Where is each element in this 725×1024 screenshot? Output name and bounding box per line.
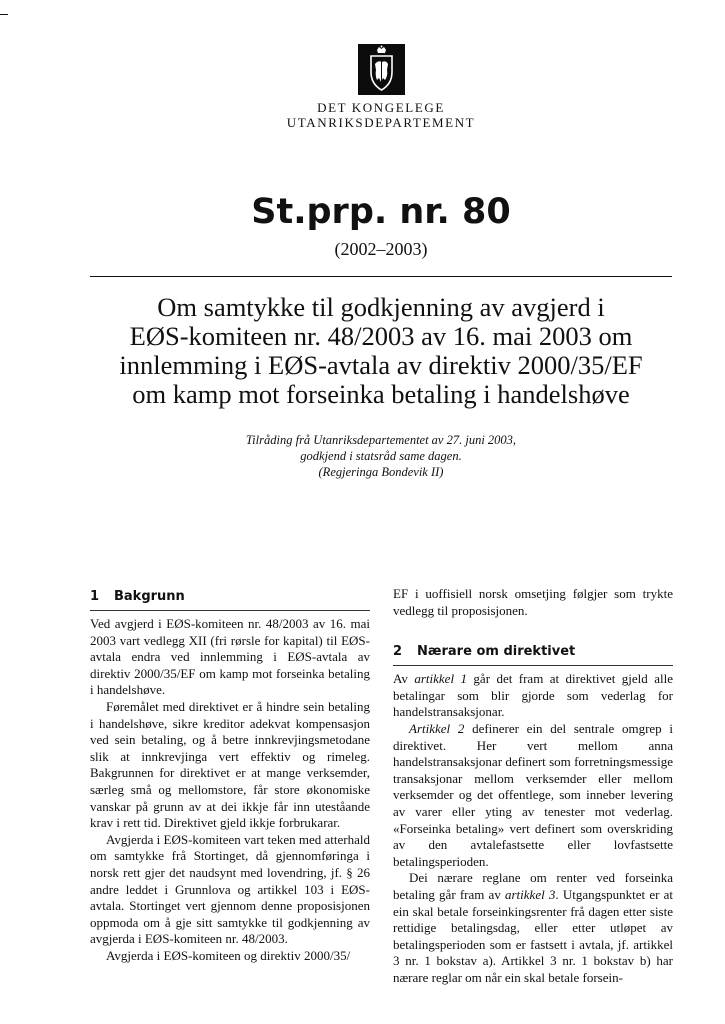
corner-crop-mark [0, 14, 8, 15]
article-reference: artikkel 3 [505, 886, 556, 902]
paragraph: Ved avgjerd i EØS-komiteen nr. 48/2003 av 16. mai 2003 vart vedlegg XII (fri rørsle for kapital) til EØS-avtala endra ved innlemming i EØS-avtala av direktiv 2000/35/EF om kamp mot forseinka betaling i handelshøve. [90, 616, 370, 698]
left-column [90, 588, 370, 964]
approval-note [90, 432, 672, 480]
approval-line: (Regjeringa Bondevik II) [318, 465, 444, 479]
section-1-heading [90, 588, 370, 611]
subject-line: om kamp mot forseinka betaling i handelshøve [132, 379, 630, 409]
paragraph: Avgjerda i EØS-komiteen og direktiv 2000/35/ [106, 947, 351, 963]
section-number: 1 [90, 589, 100, 604]
approval-line: godkjend i statsråd same dagen. [300, 449, 462, 463]
subject-line: innlemming i EØS-avtala av direktiv 2000/35/EF [119, 350, 643, 380]
right-column [393, 586, 673, 986]
paragraph-continuation: EF i uoffisiell norsk omsetjing følgjer som trykte vedlegg til proposisjonen. [393, 586, 673, 618]
paragraph: Avgjerda i EØS-komiteen vart teken med atterhald om samtykke frå Stortinget, då gjennomføringa i norsk rett gjer det naudsynt med lovendring, jf. § 26 andre leddet i Grunnlova og artikkel 103 i EØS-avtala. Stortinget vert gjennom denne proposisjonen oppmoda om å gje sitt samtykke til godkjenning av avgjerda i EØS-komiteen nr. 48/2003. [90, 831, 370, 947]
text-run: . Utgangspunktet er at ein skal betale forseinkingsrenter frå dagen etter siste rettidige betalingsdag, eller etter utløpet av betalingsperioden som er fastsett i avtala, jf. artikkel 3 nr. 1 bokstav a). Artikkel 3 nr. 1 bokstav b) har nærare reglar om når ein skal betale forsein- [393, 886, 673, 985]
section-title: Nærare om direktivet [417, 644, 576, 660]
ministry-name-line2: UTANRIKSDEPARTEMENT [286, 115, 476, 130]
text-run: Dei nærare reglane om renter ved forseinka betaling går fram av [393, 870, 673, 902]
section-title: Bakgrunn [114, 589, 185, 604]
document-session-year: (2002–2003) [334, 239, 428, 259]
section-number: 2 [393, 644, 403, 660]
royal-coat-of-arms-icon [358, 44, 405, 95]
text-run: går det fram at direktivet gjeld alle betalingar som blir gjorde som vederlag for handelstransaksjonar. [393, 671, 673, 720]
article-reference: Artikkel 2 [409, 720, 465, 736]
document-subject [90, 293, 672, 409]
ministry-name-line1: DET KONGELEGE [317, 100, 445, 115]
document-title: St.prp. nr. 80 [251, 192, 511, 232]
paragraph [393, 721, 673, 870]
approval-line: Tilråding frå Utanriksdepartementet av 27. juni 2003, [245, 433, 517, 447]
text-run: definerer ein del sentrale omgrep i direktivet. Her vert mellom anna handelstransaksjonar definert som forretningsmessige transaksjonar mellom verksemder eller mellom verksemder og det offentlege, som inneber levering av varer eller yting av tenester mot vederlag. «Forseinka betaling» vert definert som overskriding av den avtalefastsette eller lovfastsette betalingsperioden. [393, 720, 673, 869]
paragraph [393, 870, 673, 986]
subject-line: Om samtykke til godkjenning av avgjerd i [157, 292, 605, 322]
text-run: Av [393, 671, 415, 687]
subject-line: EØS-komiteen nr. 48/2003 av 16. mai 2003 om [129, 321, 633, 351]
section-2-heading [393, 643, 673, 666]
title-divider [90, 276, 672, 277]
paragraph: Føremålet med direktivet er å hindre sein betaling i handelshøve, sikre kreditor adekvat kompensasjon ved sein betaling, og å betre innkrevjingsmetodane slik at innkrevjinga vert effektiv og rimeleg. Bakgrunnen for direktivet er at mange verksemder, særleg små og mellomstore, får store økonomiske vanskar på grunn av at dei ikkje får inn uteståande krav i rett tid. Direktivet gjeld ikkje forbrukarar. [90, 698, 370, 831]
paragraph [393, 671, 673, 721]
article-reference: artikkel 1 [414, 671, 467, 687]
